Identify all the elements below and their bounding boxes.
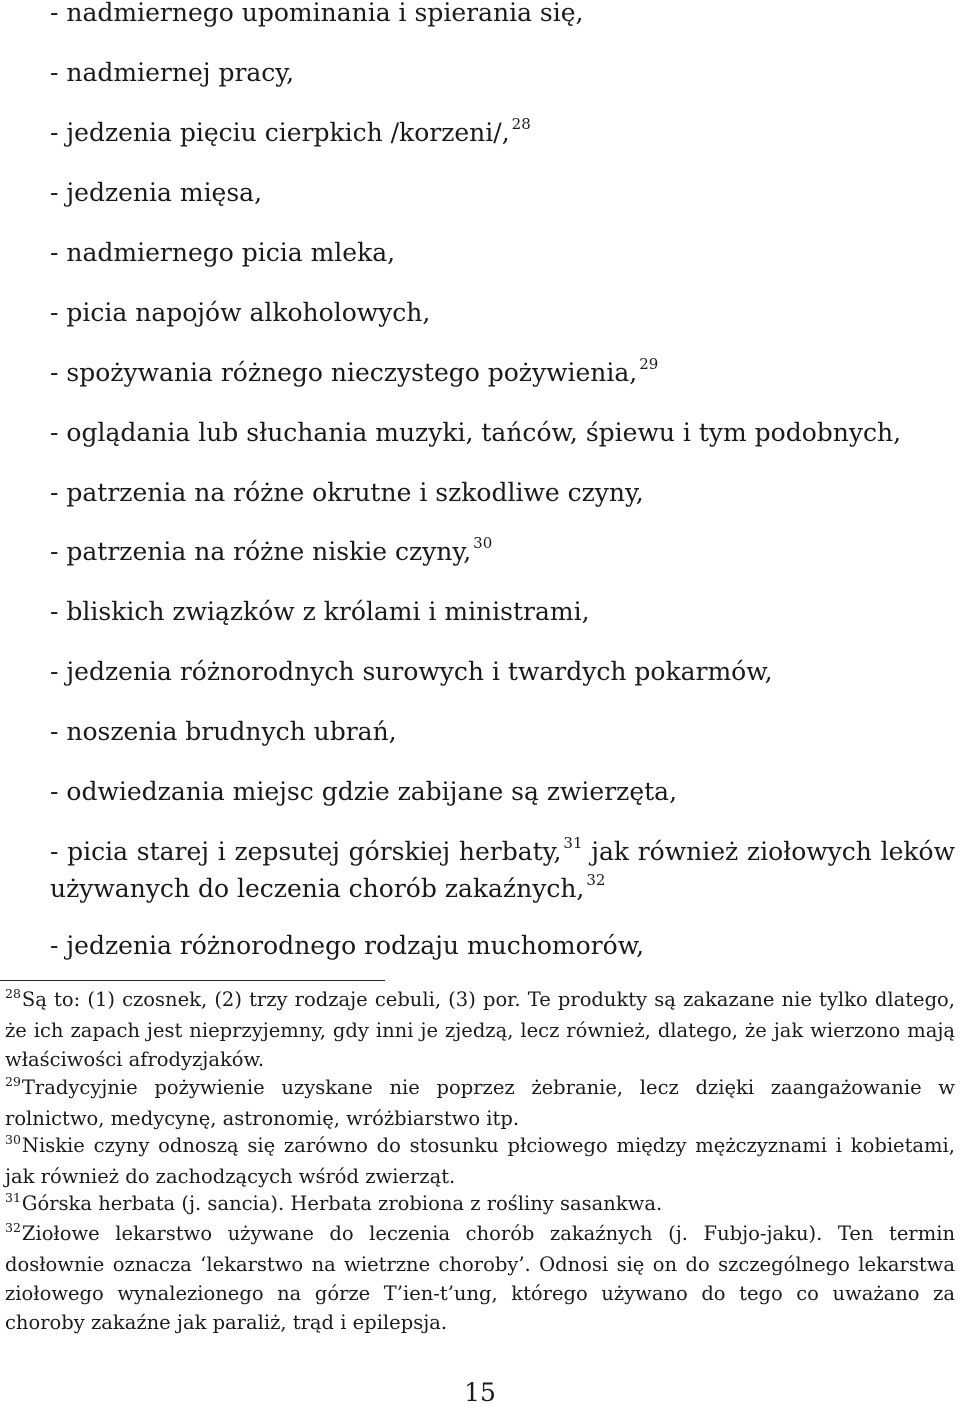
footnote xyxy=(5,1189,955,1220)
footnote-number: 31 xyxy=(5,1190,21,1205)
list-item xyxy=(50,655,773,689)
footnote-number: 28 xyxy=(5,986,21,1001)
list-item xyxy=(50,715,397,749)
footnote xyxy=(5,1131,955,1191)
list-item-text: - patrzenia na różne okrutne i szkodliwe czyny, xyxy=(50,478,644,507)
footnote xyxy=(5,1073,955,1133)
list-item xyxy=(50,116,531,153)
footnote-number: 29 xyxy=(5,1074,21,1089)
list-item-text: - picia napojów alkoholowych, xyxy=(50,298,431,327)
list-item xyxy=(50,775,677,809)
list-item xyxy=(50,296,430,330)
footnote-reference: 28 xyxy=(511,115,531,133)
list-item xyxy=(50,416,901,450)
list-item xyxy=(50,56,294,90)
list-item xyxy=(50,595,590,629)
footnote-reference: 30 xyxy=(473,534,493,552)
list-item-text: - spożywania różnego nieczystego pożywienia, xyxy=(50,358,638,387)
footnote-text: Tradycyjnie pożywienie uzyskane nie poprzez żebranie, lecz dzięki zaangażowanie w rolnictwo, medycynę, astronomię, wróżbiarstwo itp. xyxy=(5,1076,955,1130)
list-item-text-continued: jak również ziołowych leków używanych do leczenia chorób zakaźnych, xyxy=(50,837,955,903)
list-item xyxy=(50,236,395,270)
list-item-text: - nadmiernej pracy, xyxy=(50,58,295,87)
list-item xyxy=(50,0,584,30)
list-item-text: - jedzenia pięciu cierpkich /korzeni/, xyxy=(50,118,510,147)
footnote-separator xyxy=(0,980,385,981)
list-item xyxy=(50,356,658,393)
list-item-text: - jedzenia różnorodnego rodzaju muchomorów, xyxy=(50,931,645,960)
page-number: 15 xyxy=(464,1378,496,1407)
footnote-number: 30 xyxy=(5,1132,21,1147)
list-item-text: - bliskich związków z królami i ministrami, xyxy=(50,597,590,626)
list-item-text: - jedzenia mięsa, xyxy=(50,178,263,207)
list-item xyxy=(50,476,644,510)
list-item-text: - nadmiernego picia mleka, xyxy=(50,238,396,267)
list-item-text: - odwiedzania miejsc gdzie zabijane są zwierzęta, xyxy=(50,777,678,806)
footnote-text: Górska herbata (j. sancia). Herbata zrobiona z rośliny sasankwa. xyxy=(21,1192,663,1215)
footnote-reference: 29 xyxy=(639,355,659,373)
list-item xyxy=(50,835,955,909)
list-item xyxy=(50,176,262,210)
footnote-text: Są to: (1) czosnek, (2) trzy rodzaje cebuli, (3) por. Te produkty są zakazane nie tylko dlatego, że ich zapach jest nieprzyjemny, gdy inni je zjedzą, lecz również, dlatego, że jak wierzono mają właściwości afrodyzjaków. xyxy=(5,988,955,1071)
footnote-reference: 31 xyxy=(563,834,583,852)
list-item xyxy=(50,929,644,963)
list-item-text: - patrzenia na różne niskie czyny, xyxy=(50,537,472,566)
footnote-number: 32 xyxy=(5,1220,21,1235)
list-item-text: - picia starej i zepsutej górskiej herbaty, xyxy=(50,837,562,866)
footnote-reference: 32 xyxy=(586,871,606,889)
footnote-text: Niskie czyny odnoszą się zarówno do stosunku płciowego między mężczyznami i kobietami, jak również do zachodzących wśród zwierząt. xyxy=(5,1134,955,1188)
list-item xyxy=(50,535,492,572)
footnote-text: Ziołowe lekarstwo używane do leczenia chorób zakaźnych (j. Fubjo-jaku). Ten termin dosłownie oznacza ‘lekarstwo na wietrzne choroby’. Odnosi się on do szczególnego lekarstwa ziołowego wynalezionego na górze T’ien-t’ung, którego używano do tego co uważano za choroby zakaźne jak paraliż, trąd i epilepsja. xyxy=(5,1222,955,1334)
list-item-text: - nadmiernego upominania i spierania się, xyxy=(50,0,584,27)
list-item-text: - noszenia brudnych ubrań, xyxy=(50,717,397,746)
footnote xyxy=(5,1219,955,1337)
footnote xyxy=(5,985,955,1074)
list-item-text: - jedzenia różnorodnych surowych i twardych pokarmów, xyxy=(50,657,773,686)
list-item-text: - oglądania lub słuchania muzyki, tańców, śpiewu i tym podobnych, xyxy=(50,418,902,447)
